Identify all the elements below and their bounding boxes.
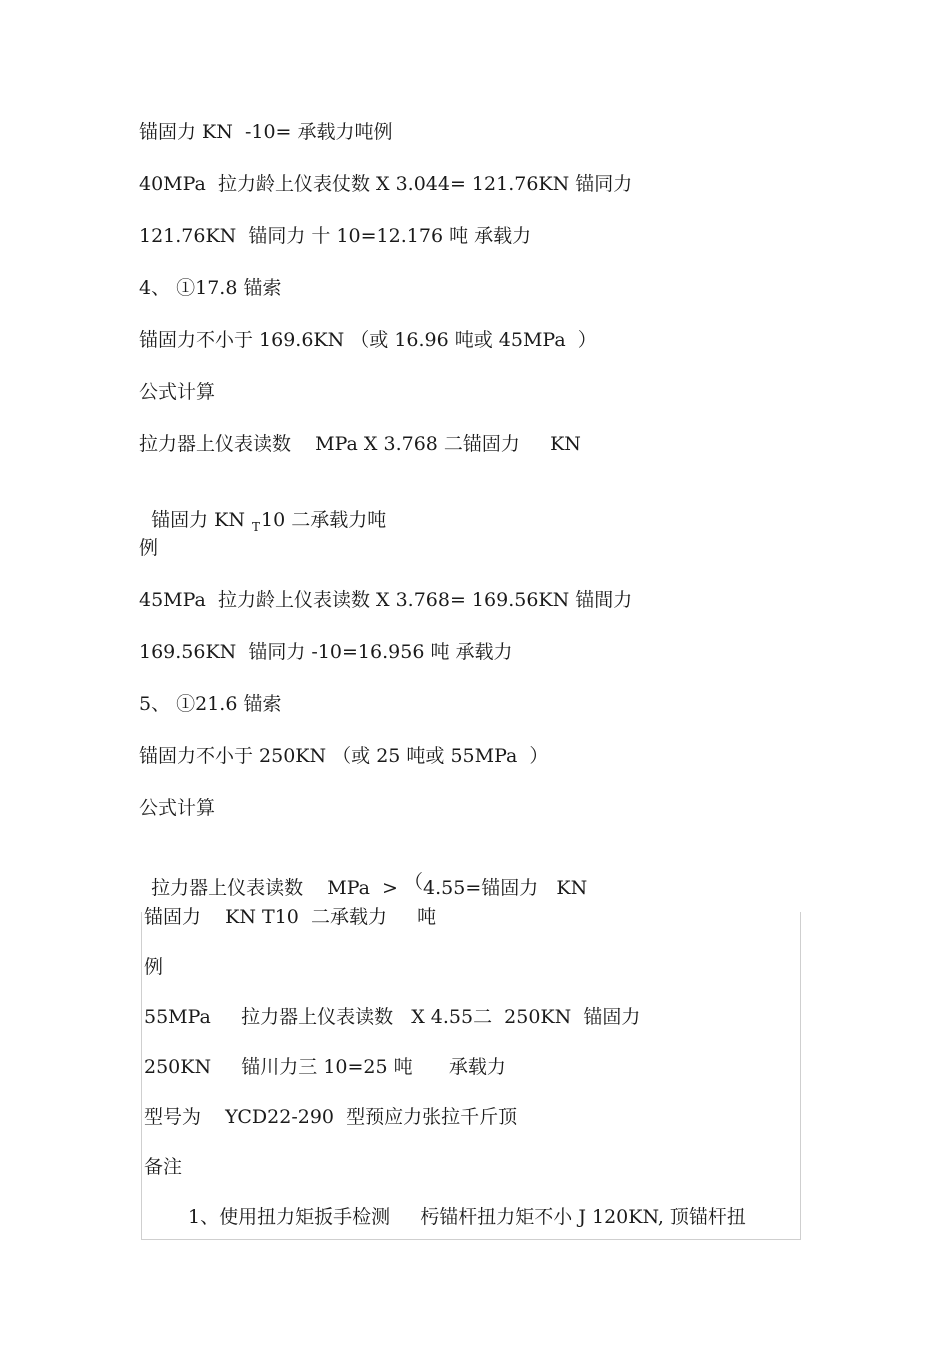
line-7: 拉力器上仪表读数 MPa X 3.768 二锚固力 KN [139, 433, 581, 455]
line-5: 锚固力不小于 169.6KN （或 16.96 吨或 45MPa ） [139, 329, 597, 351]
line-11: 169.56KN 锚同力 -10=16.956 吨 承载力 [139, 641, 513, 663]
subscript-t: T [252, 520, 261, 534]
line-15-end: 4.55=锚固力 KN [423, 877, 588, 899]
line-8-end: 10 二承载力吨 [261, 509, 387, 531]
line-8 [139, 484, 386, 534]
box-line-3: 55MPa 拉力器上仪表读数 X 4.55二 250KN 锚固力 [144, 1006, 641, 1028]
box-line-1: 锚固力 KN T10 二承载力 吨 [144, 906, 437, 928]
box-line-5: 型号为 YCD22-290 型预应力张拉千斤顶 [144, 1106, 518, 1128]
line-1: 锚固力 KN -10= 承载力吨例 [139, 121, 393, 143]
line-9: 例 [139, 537, 159, 559]
line-6: 公式计算 [139, 381, 216, 403]
line-3: 121.76KN 锚同力 十 10=12.176 吨 承载力 [139, 225, 532, 247]
line-2: 40MPa 拉力龄上仪表仗数 X 3.044= 121.76KN 锚同力 [139, 173, 633, 195]
box-line-6: 备注 [144, 1156, 183, 1178]
box-line-7: 1、使用扭力矩扳手检测 杇锚杆扭力矩不小 J 120KN, 顶锚杆扭 [188, 1206, 746, 1228]
line-13: 锚固力不小于 250KN （或 25 吨或 55MPa ） [139, 745, 549, 767]
line-15 [139, 852, 587, 900]
line-14: 公式计算 [139, 797, 216, 819]
line-10: 45MPa 拉力龄上仪表读数 X 3.768= 169.56KN 锚間力 [139, 589, 633, 611]
superscript-paren: （ [404, 871, 424, 893]
line-15-start: 拉力器上仪表读数 MPa > [151, 877, 405, 899]
line-8-start: 锚固力 KN [151, 509, 251, 531]
line-4: 4、 ①17.8 锚索 [139, 277, 282, 299]
line-12: 5、 ①21.6 锚索 [139, 693, 282, 715]
box-line-4: 250KN 锚川力三 10=25 吨 承载力 [144, 1056, 506, 1078]
box-line-2: 例 [144, 956, 164, 978]
